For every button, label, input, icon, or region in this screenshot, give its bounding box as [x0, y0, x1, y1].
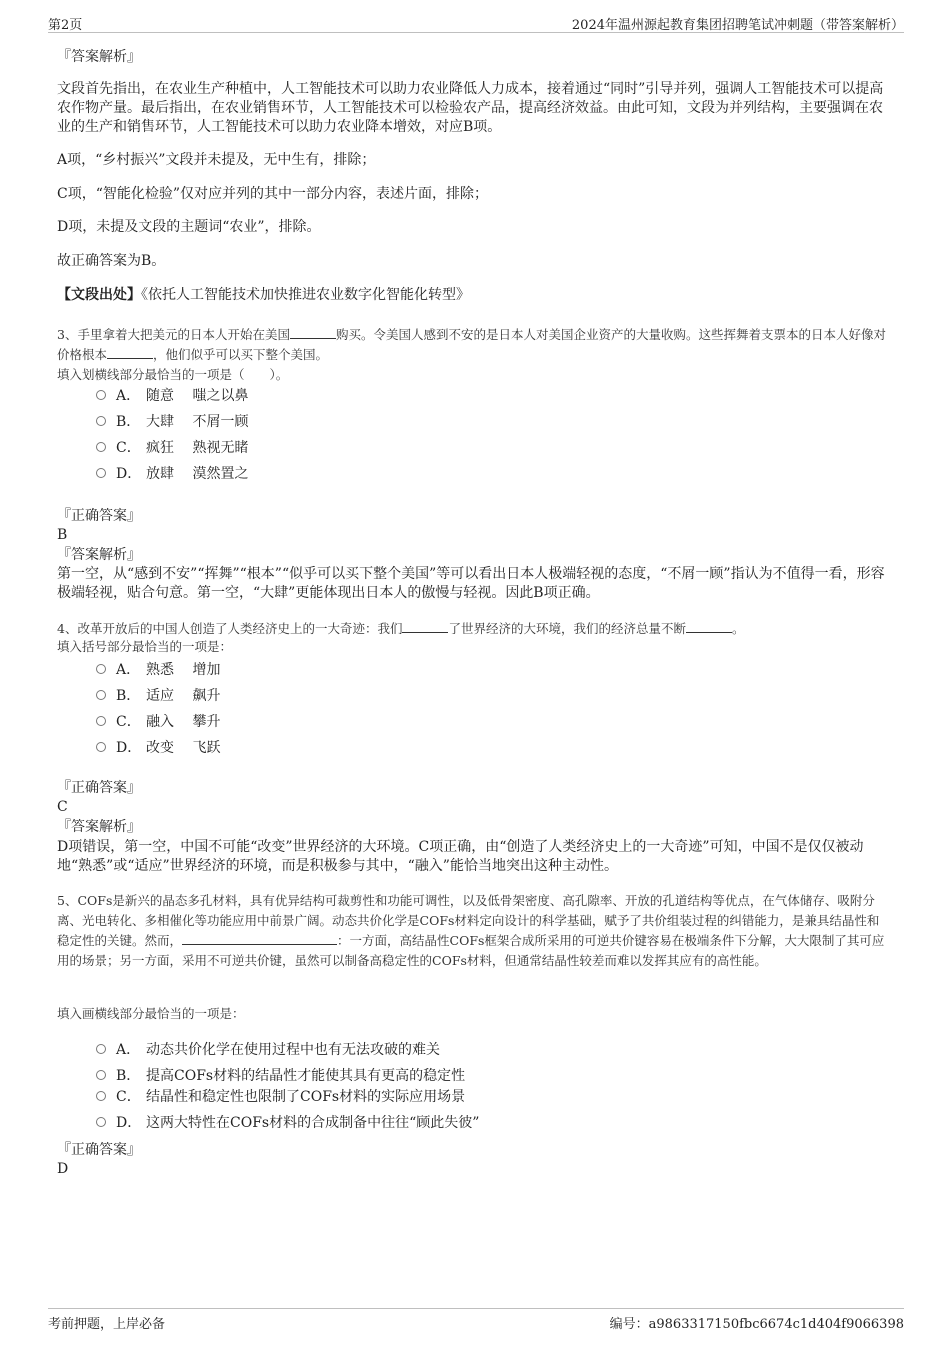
q3-option-d[interactable] — [96, 464, 248, 484]
radio-icon[interactable] — [96, 1091, 106, 1101]
option-text: 融入 攀升 — [146, 714, 221, 730]
q5-blank — [182, 932, 337, 945]
q4-analysis-label: 『答案解析』 — [57, 819, 141, 835]
q2-source — [57, 286, 887, 305]
option-text: 大肆 不屑一顾 — [146, 414, 249, 430]
q4-blank-1 — [402, 620, 448, 633]
source-label: 【文段出处】 — [57, 287, 141, 303]
radio-icon[interactable] — [96, 1070, 106, 1080]
q4-stem — [57, 619, 887, 639]
q4-answer-label: 『正确答案』 — [57, 780, 141, 796]
radio-icon[interactable] — [96, 1117, 106, 1127]
option-letter: B． — [116, 1068, 141, 1084]
q5-stem-part: ：一方面，高结晶性COFs框架合成所采用的可逆共价键容易在极端条件下分解，大大限制了其可应用的场景；另一方面，采用不可逆共价键，虽然可以制备高稳定性的COFs材料，但通常结晶性较差而难以发挥其应有的高性能。 — [57, 933, 885, 968]
option-letter: A． — [116, 662, 141, 678]
q3-answer-label: 『正确答案』 — [57, 508, 141, 524]
radio-icon[interactable] — [96, 690, 106, 700]
option-text: 放肆 漠然置之 — [146, 466, 249, 482]
q5-option-c[interactable] — [96, 1087, 465, 1107]
option-text: 改变 飞跃 — [146, 740, 221, 756]
page-footer — [48, 1308, 904, 1331]
option-letter: D． — [116, 466, 142, 482]
q5-option-d[interactable] — [96, 1113, 479, 1133]
option-letter: D． — [116, 1115, 142, 1131]
q4-instruction: 填入括号部分最恰当的一项是： — [57, 639, 233, 654]
q3-stem-part: 3、手里拿着大把美元的日本人开始在美国 — [57, 327, 290, 342]
option-letter: C． — [116, 714, 141, 730]
q5-option-b[interactable] — [96, 1066, 465, 1086]
option-letter: C． — [116, 440, 141, 456]
radio-icon[interactable] — [96, 664, 106, 674]
q3-stem-part: ，他们似乎可以买下整个美国。 — [153, 347, 329, 362]
q5-stem-part: 5、COFs是新兴的晶态多孔材料，具有优异结构可裁剪性和功能可调性，以及低骨架密度、高孔隙率、开放的孔道结构等优点，在气体储存、吸附分离、光电转化、多相催化等功能应用中前景广阔。动态共价化学是COFs材料定向设计的科学基础，赋予了共价组装过程的纠错能力，是兼具结晶性和稳定性的关键。然而， — [57, 893, 880, 948]
q3-instruction: 填入划横线部分最恰当的一项是（ ）。 — [57, 367, 289, 382]
q3-answer: B — [57, 527, 68, 543]
q4-stem-part: 4、改革开放后的中国人创造了人类经济史上的一大奇迹：我们 — [57, 621, 403, 636]
q4-stem-part: 了世界经济的大环境，我们的经济总量不断 — [448, 621, 686, 636]
q2-analysis-label: 『答案解析』 — [57, 49, 141, 65]
q4-stem-part: 。 — [731, 621, 745, 636]
q3-analysis-label: 『答案解析』 — [57, 547, 141, 563]
q5-option-a[interactable] — [96, 1040, 440, 1060]
page-number: 第2页 — [48, 18, 83, 33]
option-letter: B． — [116, 414, 141, 430]
q3-stem-part: 人好像对价格根本 — [57, 327, 886, 362]
option-letter: A． — [116, 1042, 141, 1058]
page-header — [48, 12, 904, 33]
q5-answer-label: 『正确答案』 — [57, 1142, 141, 1158]
q4-answer: C — [57, 799, 68, 815]
document-title: 2024年温州源起教育集团招聘笔试冲刺题（带答案解析） — [571, 18, 904, 33]
option-text: 随意 嗤之以鼻 — [146, 388, 249, 404]
radio-icon[interactable] — [96, 390, 106, 400]
q3-option-b[interactable] — [96, 412, 248, 432]
option-text: 动态共价化学在使用过程中也有无法攻破的难关 — [146, 1042, 440, 1058]
radio-icon[interactable] — [96, 1044, 106, 1054]
radio-icon[interactable] — [96, 716, 106, 726]
option-letter: C． — [116, 1089, 141, 1105]
q3-blank-1 — [290, 326, 336, 339]
q3-stem — [57, 325, 887, 365]
source-title: 《依托人工智能技术加快推进农业数字化智能化转型》 — [141, 287, 470, 303]
footer-slogan: 考前押题，上岸必备 — [48, 1317, 166, 1332]
radio-icon[interactable] — [96, 416, 106, 426]
radio-icon[interactable] — [96, 742, 106, 752]
q4-option-b[interactable] — [96, 686, 220, 706]
option-letter: D． — [116, 740, 142, 756]
q4-option-c[interactable] — [96, 712, 220, 732]
q3-analysis: 第一空，从“感到不安”“挥舞”“根本”“似乎可以买下整个美国”等可以看出日本人极端轻视的态度，“不屑一顾”指认为不值得一看，形容极端轻视，贴合句意。第一空，“大肆”更能体现出日本人的傲慢与轻视。因此B项正确。 — [57, 566, 885, 601]
document-id: 编号：a9863317150fbc6674c1d404f9066398 — [609, 1317, 904, 1332]
q5-answer: D — [57, 1161, 69, 1177]
radio-icon[interactable] — [96, 442, 106, 452]
q5-stem — [57, 891, 887, 971]
q3-blank-2 — [107, 346, 153, 359]
q3-option-c[interactable] — [96, 438, 248, 458]
q2-option-c-note: C项，“智能化检验”仅对应并列的其中一部分内容，表述片面，排除； — [57, 186, 489, 202]
option-letter: A． — [116, 388, 141, 404]
q2-conclusion: 故正确答案为B。 — [57, 253, 166, 269]
q4-blank-2 — [686, 620, 732, 633]
option-text: 熟悉 增加 — [146, 662, 221, 678]
q4-option-d[interactable] — [96, 738, 220, 758]
q4-option-a[interactable] — [96, 660, 220, 680]
option-text: 结晶性和稳定性也限制了COFs材料的实际应用场景 — [146, 1089, 466, 1105]
q2-analysis-text: 文段首先指出，在农业生产种植中，人工智能技术可以助力农业降低人力成本，接着通过“同时”引导并列，强调人工智能技术可以提高农作物产量。最后指出，在农业销售环节，人工智能技术可以检验农产品，提高经济效益。由此可知，文段为并列结构，主要强调在农业的生产和销售环节，人工智能技术可以助力农业降本增效，对应B项。 — [57, 81, 884, 135]
radio-icon[interactable] — [96, 468, 106, 478]
q3-option-a[interactable] — [96, 386, 248, 406]
q4-analysis: D项错误，第一空，中国不可能“改变”世界经济的大环境。C项正确，由“创造了人类经济史上的一大奇迹”可知，中国不是仅仅被动地“熟悉”或“适应”世界经济的环境，而是积极参与其中，“融入”能恰当地突出这种主动性。 — [57, 839, 864, 874]
q3-stem-part: 购买。令美国人感到不安的是日本人对美国企业资产的大量收购。这些挥舞着支票本的日本 — [335, 327, 836, 342]
q2-option-d-note: D项，未提及文段的主题词“农业”，排除。 — [57, 219, 321, 235]
option-text: 适应 飙升 — [146, 688, 221, 704]
option-letter: B． — [116, 688, 141, 704]
q5-instruction: 填入画横线部分最恰当的一项是： — [57, 1006, 245, 1021]
q2-option-a-note: A项，“乡村振兴”文段并未提及，无中生有，排除； — [57, 152, 376, 168]
option-text: 提高COFs材料的结晶性才能使其具有更高的稳定性 — [146, 1068, 466, 1084]
option-text: 这两大特性在COFs材料的合成制备中往往“顾此失彼” — [146, 1115, 480, 1131]
option-text: 疯狂 熟视无睹 — [146, 440, 249, 456]
